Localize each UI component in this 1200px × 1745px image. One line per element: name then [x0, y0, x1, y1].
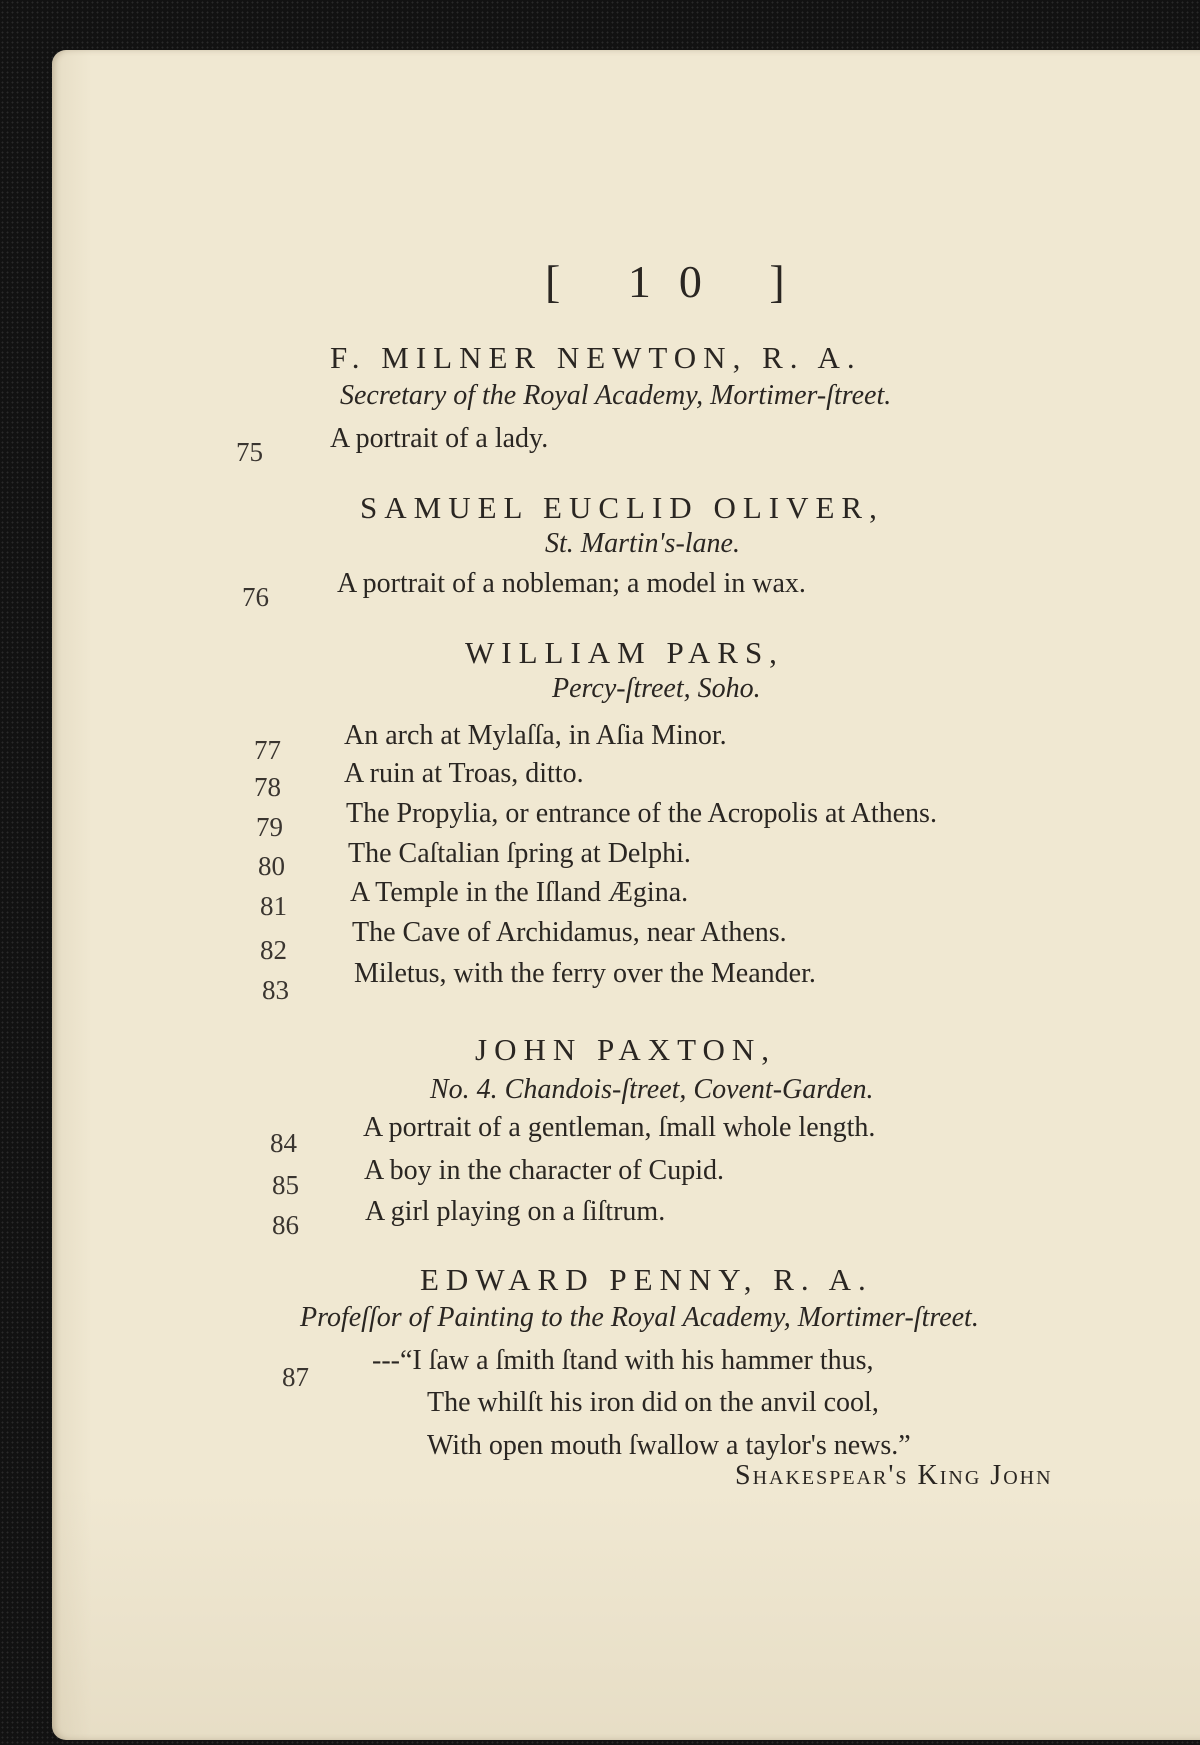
quotation-line: ---“I ſaw a ſmith ſtand with his hammer thus,: [372, 1345, 874, 1376]
page-number: [ 10 ]: [545, 256, 813, 307]
quotation-attribution: Shakespear's King John: [735, 1460, 1053, 1491]
catalogue-number: 85: [272, 1170, 299, 1200]
work-title: A boy in the character of Cupid.: [364, 1155, 725, 1186]
catalogue-number: 80: [258, 851, 285, 881]
artist-address: Profeſſor of Painting to the Royal Academy, Mortimer-ſtreet.: [300, 1302, 979, 1333]
work-title: A girl playing on a ſiſtrum.: [365, 1196, 666, 1227]
artist-name: SAMUEL EUCLID OLIVER,: [360, 490, 884, 525]
catalogue-number: 75: [236, 437, 263, 467]
catalogue-number: 79: [256, 812, 283, 842]
catalogue-number: 81: [260, 891, 287, 921]
artist-name: WILLIAM PARS,: [465, 635, 784, 670]
catalogue-number: 84: [270, 1128, 297, 1158]
catalogue-number: 82: [260, 935, 287, 965]
work-title: A portrait of a nobleman; a model in wax.: [337, 568, 806, 599]
work-title: Miletus, with the ferry over the Meander.: [354, 958, 816, 989]
artist-name: JOHN PAXTON,: [475, 1032, 777, 1067]
quotation-line: The whilſt his iron did on the anvil cool,: [427, 1387, 879, 1418]
catalogue-number: 86: [272, 1210, 299, 1240]
artist-address: No. 4. Chandois-ſtreet, Covent-Garden.: [430, 1074, 874, 1105]
artist-name: F. MILNER NEWTON, R. A.: [330, 340, 862, 375]
work-title: A ruin at Troas, ditto.: [344, 758, 584, 789]
work-title: The Cave of Archidamus, near Athens.: [352, 917, 787, 948]
work-title: The Caſtalian ſpring at Delphi.: [348, 838, 691, 869]
work-title: A Temple in the Iſland Ægina.: [350, 877, 689, 908]
catalogue-number: 78: [254, 772, 281, 802]
work-title: The Propylia, or entrance of the Acropolis at Athens.: [346, 798, 937, 829]
artist-address: Secretary of the Royal Academy, Mortimer-ſtreet.: [340, 380, 892, 411]
artist-address: Percy-ſtreet, Soho.: [552, 673, 761, 704]
artist-name: EDWARD PENNY, R. A.: [420, 1262, 873, 1297]
artist-address: St. Martin's-lane.: [545, 528, 740, 559]
work-title: A portrait of a gentleman, ſmall whole length.: [363, 1112, 876, 1143]
quotation-line: With open mouth ſwallow a taylor's news.”: [427, 1430, 911, 1461]
catalogue-number: 87: [282, 1362, 309, 1392]
catalogue-number: 83: [262, 975, 289, 1005]
work-title: An arch at Mylaſſa, in Aſia Minor.: [344, 720, 727, 751]
catalogue-number: 76: [242, 582, 269, 612]
work-title: A portrait of a lady.: [330, 423, 549, 454]
catalogue-number: 77: [254, 735, 281, 765]
